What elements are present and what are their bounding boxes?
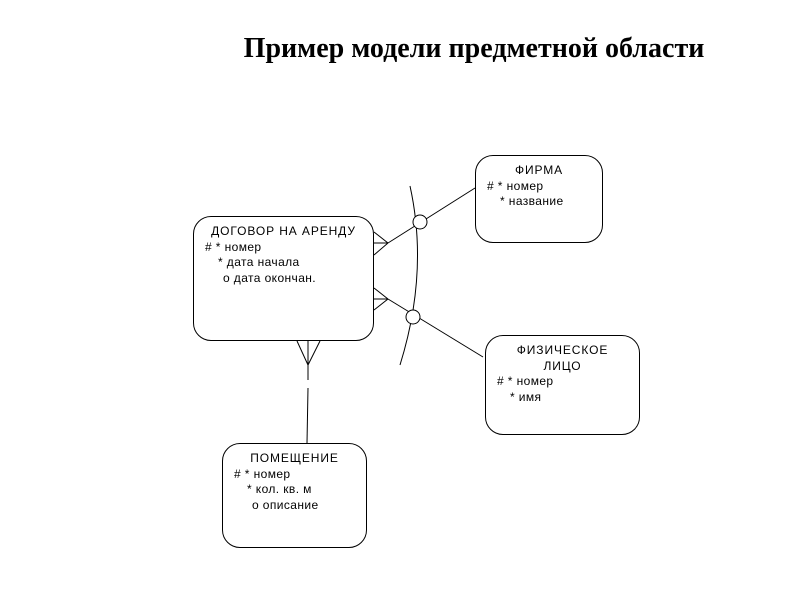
entity-title: ДОГОВОР НА АРЕНДУ: [211, 224, 356, 238]
relationship-line-dogovor-pomeshchenie: [297, 341, 320, 443]
entity-title: ПОМЕЩЕНИЕ: [250, 451, 339, 465]
entity-attribute: * дата начала: [218, 255, 300, 269]
entity-fizlico: [485, 335, 640, 435]
crow-foot-icon: [374, 288, 388, 310]
slide-title: Пример модели предметной области: [243, 33, 705, 64]
entity-attribute: # * номер: [497, 374, 554, 388]
entity-pomeshchenie: [222, 443, 367, 548]
entity-attribute: * кол. кв. м: [247, 482, 312, 496]
crow-foot-icon: [374, 232, 388, 255]
entity-attribute: * название: [500, 194, 564, 208]
entity-attribute: # * номер: [234, 466, 291, 481]
entity-firma: [475, 155, 603, 243]
entity-dogovor: [193, 216, 374, 341]
exclusive-arc-circle-icon: [413, 215, 427, 229]
entity-attribute: # * номер: [487, 178, 544, 193]
entity-attribute: о описание: [252, 497, 319, 512]
exclusive-arc: [400, 186, 418, 365]
entity-attribute: * имя: [510, 389, 542, 404]
crow-foot-icon: [297, 341, 320, 365]
relationship-line-dogovor-fizlico: [374, 288, 483, 357]
entity-title: ФИРМА: [514, 163, 564, 177]
entity-attribute: о дата окончан.: [223, 270, 317, 285]
exclusive-arc-circle-icon: [406, 310, 420, 324]
entity-attribute: # * номер: [205, 239, 262, 254]
entity-title: ФИЗИЧЕСКОЕ ЛИЦО: [516, 343, 609, 373]
